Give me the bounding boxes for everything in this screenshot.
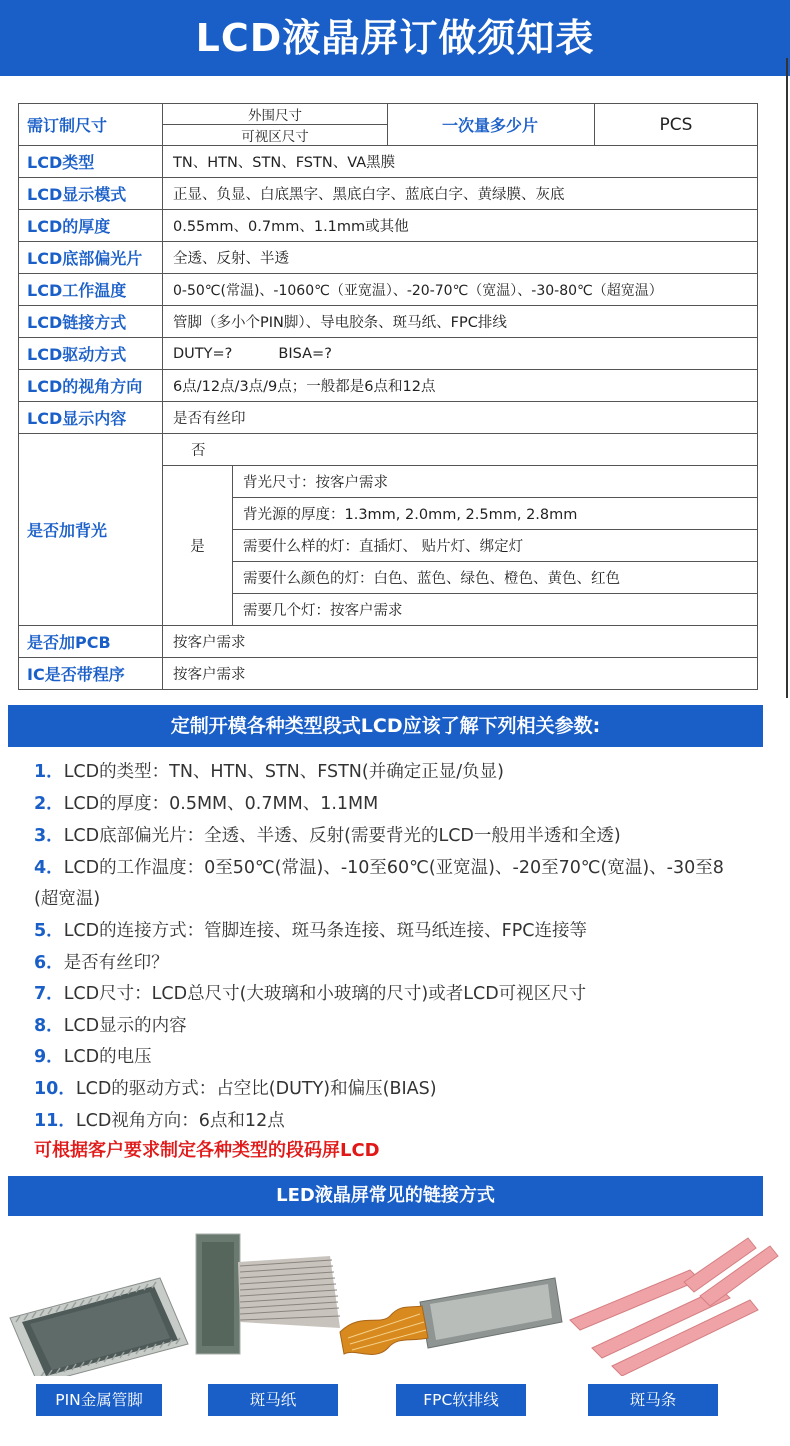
zebra-paper-image (196, 1234, 340, 1354)
params-banner: 定制开模各种类型段式LCD应该了解下列相关参数: (8, 705, 763, 747)
list-text: LCD尺寸：LCD总尺寸(大玻璃和小玻璃的尺寸)或者LCD可视区尺寸 (63, 984, 587, 1004)
list-item (34, 1012, 187, 1037)
row-value: TN、HTN、STN、FSTN、VA黑膜 (163, 146, 758, 178)
size-label: 需订制尺寸 (19, 104, 163, 146)
table-row (19, 626, 758, 658)
table-row (19, 338, 758, 370)
list-item (34, 1075, 437, 1100)
row-label: LCD显示内容 (19, 402, 163, 434)
backlight-item: 背光尺寸：按客户需求 (233, 466, 758, 498)
list-text: LCD的连接方式：管脚连接、斑马条连接、斑马纸连接、FPC连接等 (63, 921, 587, 941)
backlight-item: 需要什么颜色的灯：白色、蓝色、绿色、橙色、黄色、红色 (233, 562, 758, 594)
fpc-cable-image (340, 1278, 562, 1354)
row-label: LCD底部偏光片 (19, 242, 163, 274)
list-item (34, 758, 504, 783)
table-row (19, 658, 758, 690)
caption-fpc: FPC软排线 (396, 1384, 526, 1416)
caption-pin: PIN金属管脚 (36, 1384, 162, 1416)
row-value: DUTY=? BISA=? (163, 338, 758, 370)
list-text: LCD的类型：TN、HTN、STN、FSTN(并确定正显/负显) (63, 762, 504, 782)
list-number: 11． (34, 1111, 76, 1131)
list-number: 9． (34, 1047, 64, 1067)
ic-value: 按客户需求 (163, 658, 758, 690)
table-row (19, 306, 758, 338)
list-number: 3． (34, 826, 64, 846)
list-item-continuation: (超宽温) (34, 889, 101, 909)
table-row (19, 370, 758, 402)
list-item (34, 822, 621, 847)
zebra-strip-image (570, 1238, 778, 1376)
list-item (34, 1107, 285, 1132)
row-value: 0.55mm、0.7mm、1.1mm或其他 (163, 210, 758, 242)
list-text: LCD的电压 (63, 1047, 152, 1067)
row-label: LCD驱动方式 (19, 338, 163, 370)
connections-banner: LED液晶屏常见的链接方式 (8, 1176, 763, 1216)
table-row (19, 434, 758, 466)
list-item (34, 1043, 152, 1068)
list-text: LCD的厚度：0.5MM、0.7MM、1.1MM (63, 794, 379, 814)
list-item (34, 854, 764, 879)
list-item (34, 917, 587, 942)
list-number: 7． (34, 984, 64, 1004)
qty-unit: PCS (595, 104, 758, 146)
divider (786, 58, 788, 698)
backlight-label: 是否加背光 (19, 434, 163, 626)
view-size: 可视区尺寸 (163, 125, 387, 146)
pcb-value: 按客户需求 (163, 626, 758, 658)
row-value: 全透、反射、半透 (163, 242, 758, 274)
row-value: 正显、负显、白底黑字、黑底白字、蓝底白字、黄绿膜、灰底 (163, 178, 758, 210)
outer-size: 外围尺寸 (248, 108, 302, 124)
list-number: 1． (34, 762, 64, 782)
custom-note: 可根据客户要求制定各种类型的段码屏LCD (34, 1140, 380, 1161)
row-label: LCD类型 (19, 146, 163, 178)
list-text: LCD的驱动方式：占空比(DUTY)和偏压(BIAS) (75, 1079, 437, 1099)
backlight-item: 需要什么样的灯：直插灯、 贴片灯、绑定灯 (233, 530, 758, 562)
list-number: 10． (34, 1079, 76, 1099)
row-label: LCD链接方式 (19, 306, 163, 338)
size-cell (163, 104, 388, 146)
qty-label: 一次量多少片 (388, 104, 595, 146)
list-text: LCD视角方向：6点和12点 (75, 1111, 285, 1131)
list-number: 2． (34, 794, 64, 814)
list-number: 4． (34, 858, 64, 878)
list-item (34, 980, 586, 1005)
backlight-yes: 是 (163, 466, 233, 626)
row-label: LCD显示模式 (19, 178, 163, 210)
backlight-item: 背光源的厚度：1.3mm, 2.0mm, 2.5mm, 2.8mm (233, 498, 758, 530)
pin-lcd-image (10, 1278, 188, 1376)
list-text: LCD的工作温度：0至50℃(常温)、-10至60℃(亚宽温)、-20至70℃(宽温)、-30至8 (63, 858, 724, 878)
table-row (19, 274, 758, 306)
backlight-no: 否 (163, 434, 758, 466)
caption-zebra-strip: 斑马条 (588, 1384, 718, 1416)
list-item (34, 949, 169, 974)
row-value: 0-50℃(常温)、-1060℃（亚宽温）、-20-70℃（宽温）、-30-80℃（超宽温） (163, 274, 758, 306)
list-number: 8． (34, 1016, 64, 1036)
connection-photos (0, 1226, 790, 1376)
table-row (19, 178, 758, 210)
table-row (19, 402, 758, 434)
table-row (19, 210, 758, 242)
list-number: 6． (34, 953, 64, 973)
list-text: 是否有丝印？ (63, 953, 169, 973)
table-row (19, 242, 758, 274)
row-label: LCD的视角方向 (19, 370, 163, 402)
caption-zebra-paper: 斑马纸 (208, 1384, 338, 1416)
list-item (34, 790, 378, 815)
table-row (19, 104, 758, 146)
row-label: LCD的厚度 (19, 210, 163, 242)
row-value: 6点/12点/3点/9点；一般都是6点和12点 (163, 370, 758, 402)
row-label: LCD工作温度 (19, 274, 163, 306)
pcb-label: 是否加PCB (19, 626, 163, 658)
list-number: 5． (34, 921, 64, 941)
table-row (19, 146, 758, 178)
row-value: 是否有丝印 (163, 402, 758, 434)
list-text: LCD显示的内容 (63, 1016, 187, 1036)
page-title: LCD液晶屏订做须知表 (195, 16, 595, 60)
list-text: LCD底部偏光片：全透、半透、反射(需要背光的LCD一般用半透和全透) (63, 826, 621, 846)
ic-label: IC是否带程序 (19, 658, 163, 690)
spec-table (18, 103, 757, 690)
backlight-item: 需要几个灯：按客户需求 (233, 594, 758, 626)
row-value: 管脚（多小个PIN脚）、导电胶条、斑马纸、FPC排线 (163, 306, 758, 338)
